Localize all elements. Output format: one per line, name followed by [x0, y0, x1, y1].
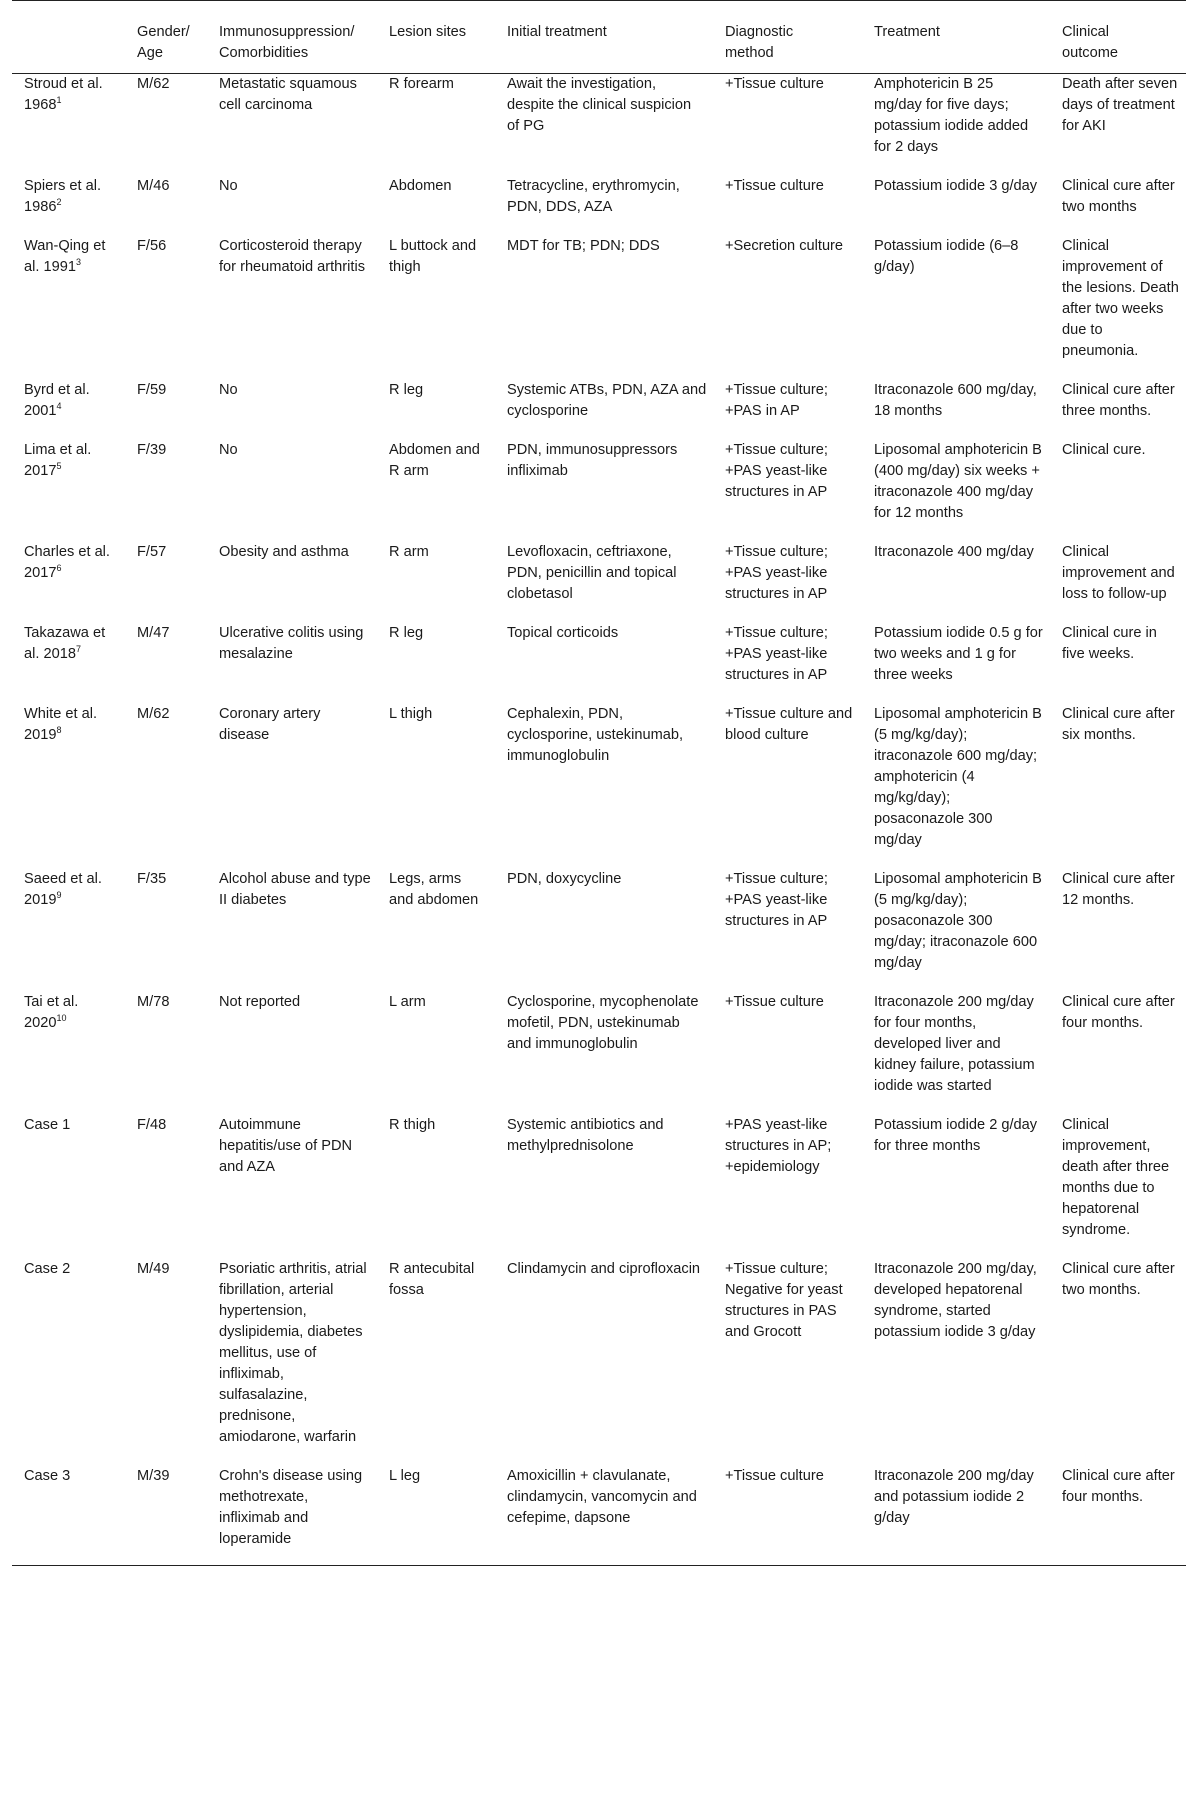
- clinical-cases-table: [12, 0, 1186, 1566]
- cell-comorbidities: No: [219, 178, 238, 194]
- cell-comorbidities: Obesity and asthma: [219, 544, 349, 560]
- cell-comorbidities: Crohn's disease using methotrexate, infliximab and loperamide: [219, 1468, 363, 1547]
- cell-initial-treatment: Amoxicillin + clavulanate, clindamycin, vancomycin and cefepime, dapsone: [507, 1468, 697, 1526]
- cell-initial-treatment: Clindamycin and ciprofloxacin: [507, 1261, 701, 1277]
- cell-comorbidities: No: [219, 382, 238, 398]
- cell-study: [12, 539, 125, 620]
- cell-treatment: Itraconazole 200 mg/day and potassium iodide 2 g/day: [874, 1468, 1034, 1526]
- study-name: Case 3: [24, 1468, 71, 1484]
- cell-study: [12, 173, 125, 233]
- cell-study: [12, 1112, 125, 1256]
- cell-study: [12, 989, 125, 1112]
- cell-clinical-outcome: Clinical cure after 12 months.: [1062, 871, 1175, 908]
- reference-number: 10: [56, 1013, 67, 1024]
- cell-treatment: Liposomal amphotericin B (400 mg/day) six weeks + itraconazole 400 mg/day for 12 months: [874, 442, 1042, 521]
- table-row: [12, 173, 1186, 233]
- cell-comorbidities: No: [219, 442, 238, 458]
- cell-clinical-outcome: Clinical cure after six months.: [1062, 706, 1175, 743]
- cell-gender-age: F/48: [137, 1117, 167, 1133]
- cell-initial-treatment: Topical corticoids: [507, 625, 619, 641]
- header-treatment: Treatment: [874, 24, 940, 40]
- cell-clinical-outcome: Clinical cure after two months.: [1062, 1261, 1175, 1298]
- table-row: [12, 701, 1186, 866]
- cell-initial-treatment: Cyclosporine, mycophenolate mofetil, PDN, ustekinumab and immunoglobulin: [507, 994, 699, 1052]
- cell-clinical-outcome: Clinical cure after three months.: [1062, 382, 1175, 419]
- reference-number: 7: [75, 644, 81, 655]
- cell-study: [12, 866, 125, 989]
- study-name: Takazawa et al. 2018: [24, 625, 106, 662]
- table-row: [12, 989, 1186, 1112]
- study-name: Tai et al. 2020: [24, 994, 79, 1031]
- cell-treatment: Potassium iodide 3 g/day: [874, 178, 1038, 194]
- cell-initial-treatment: Levofloxacin, ceftriaxone, PDN, penicillin and topical clobetasol: [507, 544, 677, 602]
- cell-lesion-site: R arm: [389, 544, 429, 560]
- table-row: [12, 1256, 1186, 1463]
- cell-initial-treatment: PDN, doxycycline: [507, 871, 622, 887]
- cell-gender-age: M/78: [137, 994, 170, 1010]
- cell-study: [12, 233, 125, 377]
- table-row: [12, 437, 1186, 539]
- cell-initial-treatment: Cephalexin, PDN, cyclosporine, ustekinumab, immunoglobulin: [507, 706, 684, 764]
- study-name: Charles et al. 2017: [24, 544, 110, 581]
- header-lesion-sites: Lesion sites: [389, 24, 467, 40]
- study-name: Wan-Qing et al. 1991: [24, 238, 106, 275]
- cell-lesion-site: Abdomen and R arm: [389, 442, 480, 479]
- cell-comorbidities: Coronary artery disease: [219, 706, 321, 743]
- study-name: Stroud et al. 1968: [24, 76, 103, 113]
- cell-clinical-outcome: Clinical improvement, death after three months due to hepatorenal syndrome.: [1062, 1117, 1170, 1238]
- cell-diagnostic-method: +Tissue culture; +PAS yeast-like structures in AP: [725, 544, 828, 602]
- cell-gender-age: F/39: [137, 442, 167, 458]
- cell-clinical-outcome: Clinical cure after two months: [1062, 178, 1175, 215]
- header-comorbidities: Immunosuppression/ Comorbidities: [219, 24, 355, 61]
- cell-lesion-site: R leg: [389, 382, 424, 398]
- cell-comorbidities: Psoriatic arthritis, atrial fibrillation, arterial hypertension, dyslipidemia, diabetes mellitus, use of infliximab, sulfasalazine, prednisone, amiodarone, warfarin: [219, 1261, 367, 1445]
- cell-treatment: Potassium iodide 0.5 g for two weeks and 1 g for three weeks: [874, 625, 1043, 683]
- cell-clinical-outcome: Clinical improvement of the lesions. Death after two weeks due to pneumonia.: [1062, 238, 1179, 359]
- study-name: Saeed et al. 2019: [24, 871, 102, 908]
- cell-gender-age: M/47: [137, 625, 170, 641]
- reference-number: 6: [56, 563, 62, 574]
- reference-number: 1: [56, 95, 62, 106]
- cell-treatment: Liposomal amphotericin B (5 mg/kg/day); posaconazole 300 mg/day; itraconazole 600 mg/day: [874, 871, 1042, 971]
- cell-comorbidities: Ulcerative colitis using mesalazine: [219, 625, 364, 662]
- header-gender-age: Gender/ Age: [137, 24, 190, 61]
- header-diagnostic-method: Diagnostic method: [725, 24, 794, 61]
- cell-comorbidities: Corticosteroid therapy for rheumatoid arthritis: [219, 238, 365, 275]
- cell-initial-treatment: Systemic antibiotics and methylprednisolone: [507, 1117, 664, 1154]
- cell-clinical-outcome: Death after seven days of treatment for AKI: [1062, 76, 1178, 134]
- header-clinical-outcome: Clinical outcome: [1062, 24, 1118, 61]
- cell-initial-treatment: Await the investigation, despite the clinical suspicion of PG: [507, 76, 692, 134]
- header-study: [12, 1, 125, 74]
- cell-lesion-site: L leg: [389, 1468, 421, 1484]
- study-name: White et al. 2019: [24, 706, 97, 743]
- header-initial-treatment: Initial treatment: [507, 24, 607, 40]
- table-row: [12, 377, 1186, 437]
- cell-diagnostic-method: +Tissue culture: [725, 1468, 824, 1484]
- cell-diagnostic-method: +Secretion culture: [725, 238, 844, 254]
- cell-diagnostic-method: +Tissue culture and blood culture: [725, 706, 853, 743]
- cell-study: [12, 437, 125, 539]
- cell-initial-treatment: MDT for TB; PDN; DDS: [507, 238, 660, 254]
- study-name: Spiers et al. 1986: [24, 178, 102, 215]
- cell-diagnostic-method: +Tissue culture: [725, 994, 824, 1010]
- cell-gender-age: F/57: [137, 544, 167, 560]
- cell-treatment: Amphotericin B 25 mg/day for five days; potassium iodide added for 2 days: [874, 76, 1029, 155]
- cell-diagnostic-method: +Tissue culture: [725, 76, 824, 92]
- table-row: [12, 620, 1186, 701]
- cell-treatment: Potassium iodide 2 g/day for three months: [874, 1117, 1038, 1154]
- cell-treatment: Itraconazole 200 mg/day, developed hepatorenal syndrome, started potassium iodide 3 g/day: [874, 1261, 1037, 1340]
- cell-clinical-outcome: Clinical cure after four months.: [1062, 994, 1175, 1031]
- table-row: [12, 539, 1186, 620]
- cell-study: [12, 701, 125, 866]
- cell-initial-treatment: Tetracycline, erythromycin, PDN, DDS, AZA: [507, 178, 680, 215]
- cell-diagnostic-method: +Tissue culture; +PAS yeast-like structures in AP: [725, 625, 828, 683]
- cell-lesion-site: R thigh: [389, 1117, 436, 1133]
- cell-study: [12, 620, 125, 701]
- cell-gender-age: F/56: [137, 238, 167, 254]
- cell-gender-age: M/39: [137, 1468, 170, 1484]
- table-row: [12, 866, 1186, 989]
- cell-treatment: Itraconazole 200 mg/day for four months, developed liver and kidney failure, potassium iodide was started: [874, 994, 1035, 1094]
- cell-study: [12, 74, 125, 174]
- cell-lesion-site: R antecubital fossa: [389, 1261, 475, 1298]
- cell-study: [12, 1256, 125, 1463]
- table-row: [12, 1112, 1186, 1256]
- cell-treatment: Potassium iodide (6–8 g/day): [874, 238, 1019, 275]
- cell-lesion-site: R leg: [389, 625, 424, 641]
- cell-gender-age: F/35: [137, 871, 167, 887]
- cell-gender-age: M/46: [137, 178, 170, 194]
- cell-lesion-site: L buttock and thigh: [389, 238, 477, 275]
- cell-treatment: Liposomal amphotericin B (5 mg/kg/day); itraconazole 600 mg/day; amphotericin (4 mg/kg/day); posaconazole 300 mg/day: [874, 706, 1042, 848]
- cell-comorbidities: Metastatic squamous cell carcinoma: [219, 76, 357, 113]
- cell-lesion-site: L arm: [389, 994, 426, 1010]
- reference-number: 2: [56, 197, 62, 208]
- cell-comorbidities: Not reported: [219, 994, 301, 1010]
- cell-gender-age: M/62: [137, 706, 170, 722]
- study-name: Case 1: [24, 1117, 71, 1133]
- reference-number: 8: [56, 725, 62, 736]
- cell-diagnostic-method: +PAS yeast-like structures in AP; +epidemiology: [725, 1117, 832, 1175]
- reference-number: 5: [56, 461, 62, 472]
- cell-initial-treatment: PDN, immunosuppressors infliximab: [507, 442, 678, 479]
- cell-clinical-outcome: Clinical cure after four months.: [1062, 1468, 1175, 1505]
- cell-gender-age: M/49: [137, 1261, 170, 1277]
- cell-comorbidities: Alcohol abuse and type II diabetes: [219, 871, 371, 908]
- reference-number: 4: [56, 401, 62, 412]
- cell-lesion-site: L thigh: [389, 706, 433, 722]
- study-name: Byrd et al. 2001: [24, 382, 90, 419]
- cell-initial-treatment: Systemic ATBs, PDN, AZA and cyclosporine: [507, 382, 707, 419]
- cell-lesion-site: Legs, arms and abdomen: [389, 871, 479, 908]
- cell-diagnostic-method: +Tissue culture; +PAS yeast-like structures in AP: [725, 871, 828, 929]
- study-name: Case 2: [24, 1261, 71, 1277]
- reference-number: 3: [75, 257, 81, 268]
- cell-lesion-site: Abdomen: [389, 178, 452, 194]
- cell-clinical-outcome: Clinical cure in five weeks.: [1062, 625, 1157, 662]
- cell-clinical-outcome: Clinical improvement and loss to follow-up: [1062, 544, 1175, 602]
- cell-treatment: Itraconazole 400 mg/day: [874, 544, 1034, 560]
- cell-diagnostic-method: +Tissue culture; +PAS yeast-like structures in AP: [725, 442, 828, 500]
- cell-treatment: Itraconazole 600 mg/day, 18 months: [874, 382, 1037, 419]
- cell-diagnostic-method: +Tissue culture; Negative for yeast structures in PAS and Grocott: [725, 1261, 843, 1340]
- cell-clinical-outcome: Clinical cure.: [1062, 442, 1146, 458]
- cell-diagnostic-method: +Tissue culture; +PAS in AP: [725, 382, 828, 419]
- header-row: [12, 1, 1186, 74]
- reference-number: 9: [56, 890, 62, 901]
- table-row: [12, 1463, 1186, 1566]
- cell-study: [12, 377, 125, 437]
- cell-gender-age: F/59: [137, 382, 167, 398]
- table-row: [12, 233, 1186, 377]
- cell-lesion-site: R forearm: [389, 76, 454, 92]
- cell-comorbidities: Autoimmune hepatitis/use of PDN and AZA: [219, 1117, 353, 1175]
- study-name: Lima et al. 2017: [24, 442, 92, 479]
- table-row: [12, 74, 1186, 174]
- cell-gender-age: M/62: [137, 76, 170, 92]
- cell-diagnostic-method: +Tissue culture: [725, 178, 824, 194]
- cell-study: [12, 1463, 125, 1566]
